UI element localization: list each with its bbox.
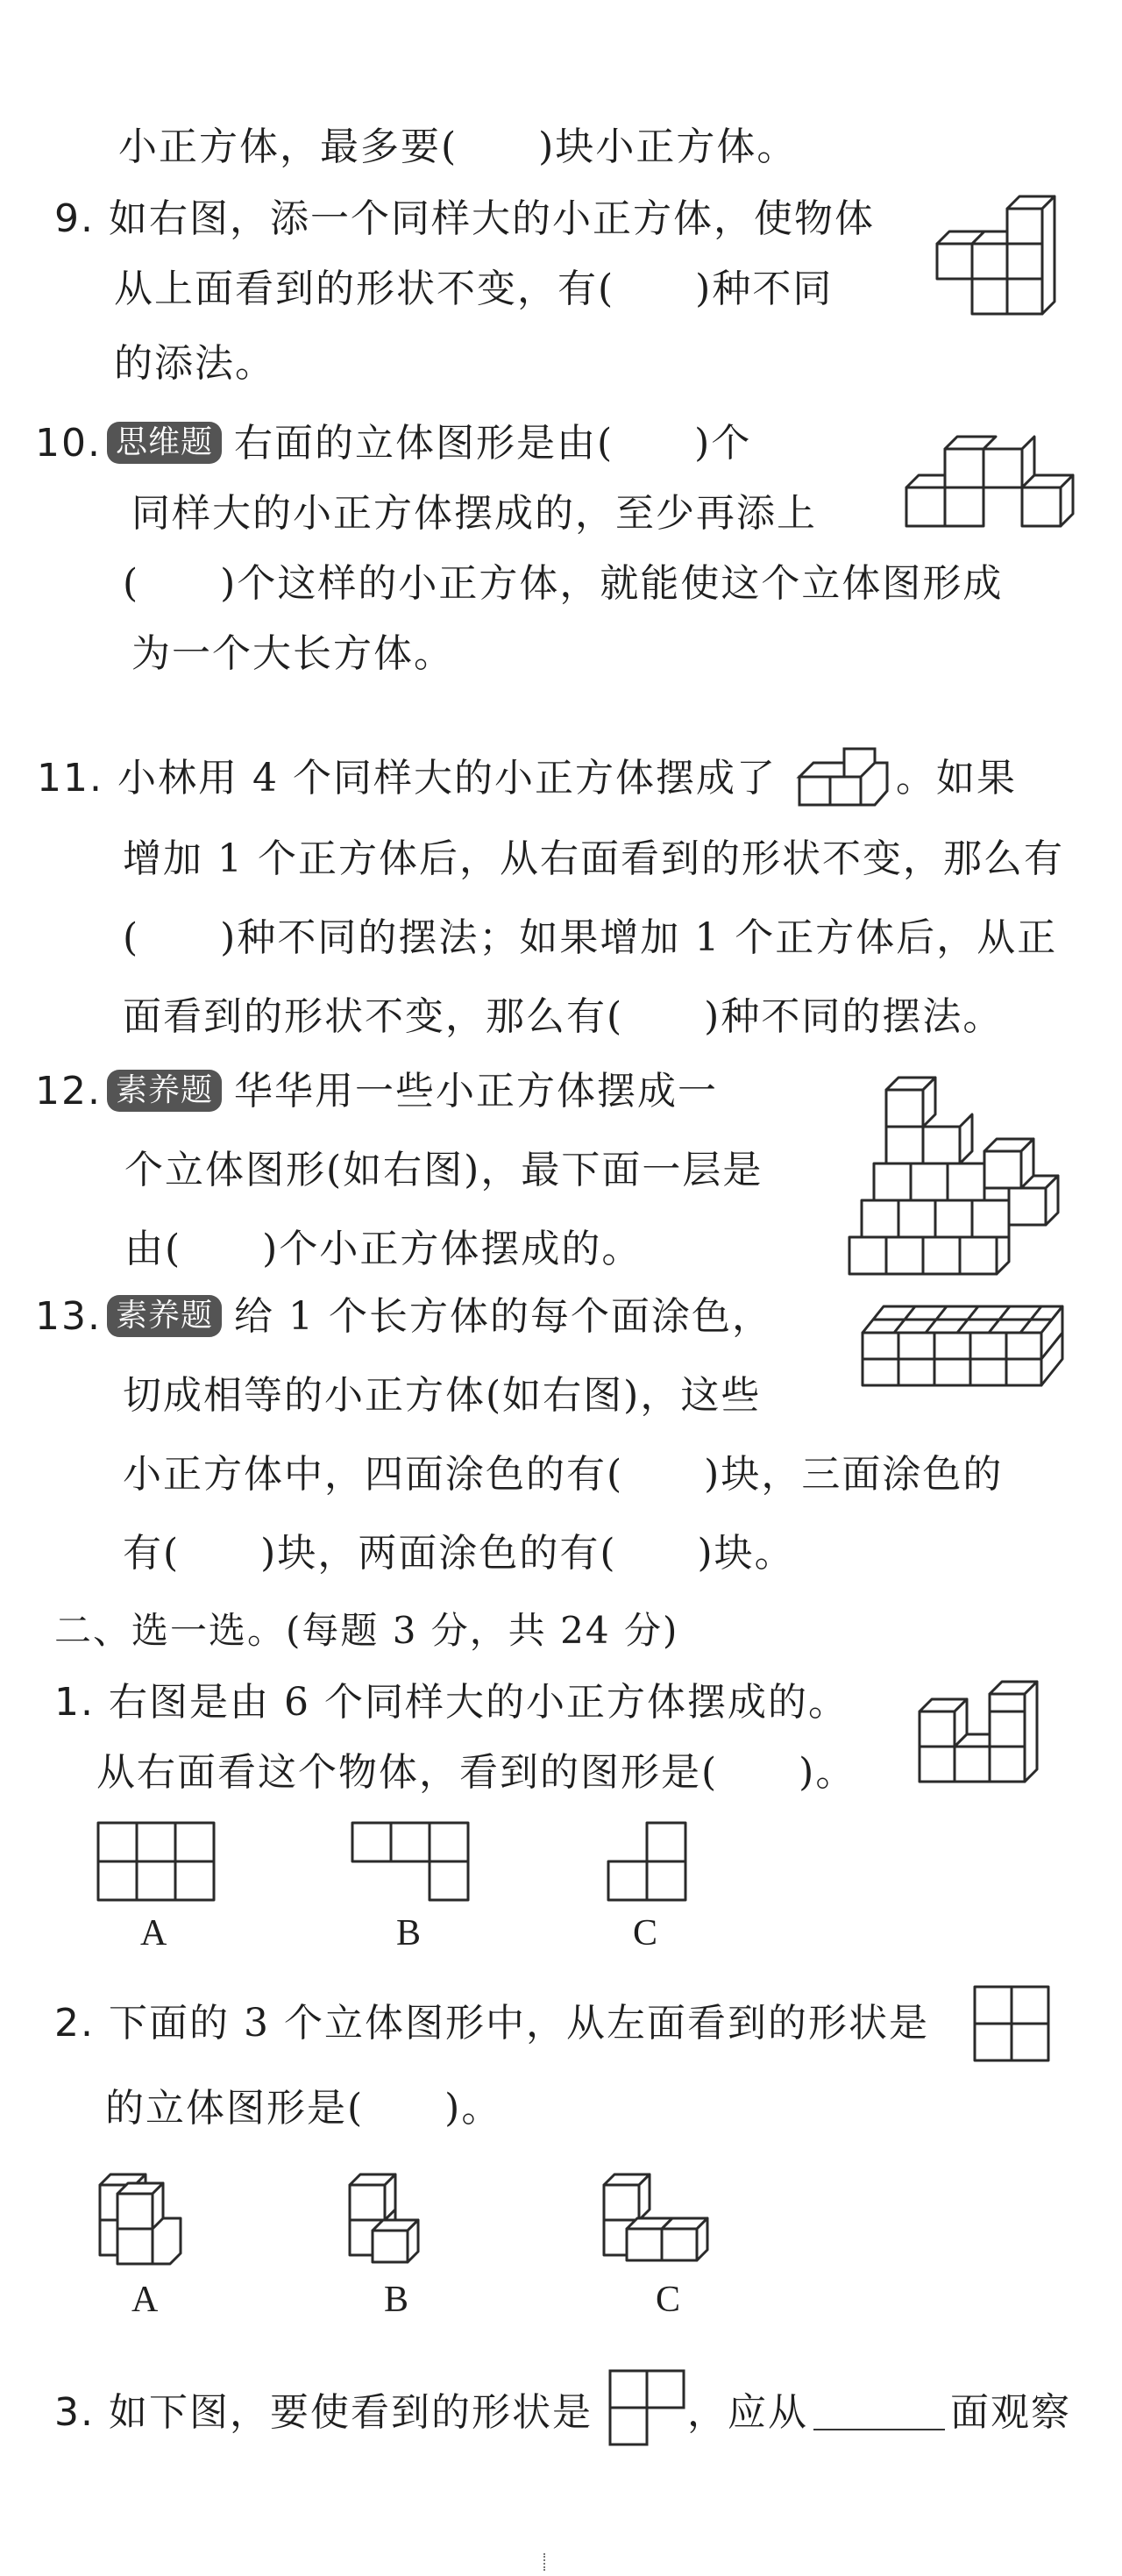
q8-tail: 小正方体，最多要( )块小正方体。	[118, 125, 798, 169]
p2-q2-option-c-label: C	[656, 2280, 681, 2320]
q10-tag-badge: 思维题	[107, 422, 222, 464]
p2-q1-option-c-label: C	[633, 1913, 658, 1953]
q11-text-1b: 。如果	[895, 756, 1017, 801]
p2-q1-option-b-label: B	[396, 1913, 422, 1953]
q10-line3: ( )个这样的小正方体，就能使这个立体图形成	[123, 561, 1004, 606]
p2-q1-line1	[54, 1676, 849, 1729]
p2-q1-cube-figure	[916, 1675, 1065, 1789]
p2-q2-option-b-label: B	[384, 2280, 409, 2320]
p2-q3-number: 3.	[54, 2390, 95, 2435]
q13-line3: 小正方体中，四面涂色的有( )块，三面涂色的	[123, 1452, 1004, 1497]
p2-q2-text-1: 下面的 3 个立体图形中，从左面看到的形状是	[108, 2001, 929, 2046]
q9-line1	[54, 193, 875, 246]
q13-text-1: 给 1 个长方体的每个面涂色，	[234, 1294, 772, 1339]
p2-q2-line1	[54, 1997, 929, 2050]
q12-tag-badge: 素养题	[107, 1070, 222, 1112]
q13-line4: 有( )块，两面涂色的有( )块。	[123, 1531, 795, 1576]
p2-q3-text-1a: 如下图，要使看到的形状是	[108, 2390, 593, 2435]
p2-q3-shape-icon	[607, 2367, 687, 2446]
q13-number: 13.	[35, 1294, 102, 1339]
q12-text-1: 华华用一些小正方体摆成一	[234, 1069, 718, 1114]
q12-line3: 由( )个小正方体摆成的。	[124, 1227, 643, 1271]
q11-line1	[37, 745, 1017, 807]
q10-cube-figure	[903, 423, 1078, 537]
p2-q2-option-a-figure	[96, 2159, 202, 2273]
q9-line2: 从上面看到的形状不变，有( )种不同	[114, 267, 834, 311]
p2-q1-option-c-figure	[605, 1819, 692, 1907]
q12-line1	[35, 1065, 718, 1118]
q10-line2: 同样大的小正方体摆成的，至少再添上	[131, 491, 817, 536]
p2-q3-text-1b: ，应从	[686, 2390, 808, 2435]
p2-q1-option-a-label: A	[140, 1913, 167, 1953]
q13-line2: 切成相等的小正方体(如右图)，这些	[123, 1373, 762, 1418]
page-center-mark	[543, 2553, 547, 2571]
p2-q2-number: 2.	[54, 2001, 95, 2046]
p2-q3-answer-blank[interactable]	[813, 2390, 945, 2430]
q10-line1	[35, 417, 751, 470]
q9-number: 9.	[54, 196, 95, 241]
q12-number: 12.	[35, 1069, 102, 1114]
q11-line4: 面看到的形状不变，那么有( )种不同的摆法。	[123, 994, 1004, 1039]
q11-text-1a: 小林用 4 个同样大的小正方体摆成了	[117, 756, 777, 801]
q11-inline-cube-icon	[791, 745, 896, 807]
q9-text-1: 如右图，添一个同样大的小正方体，使物体	[108, 196, 875, 241]
q9-line3: 的添法。	[114, 341, 275, 386]
p2-q1-number: 1.	[54, 1680, 95, 1725]
p2-q2-square-icon	[971, 1983, 1052, 2064]
q9-cube-figure	[934, 195, 1074, 317]
q11-number: 11.	[37, 756, 103, 801]
q12-line2: 个立体图形(如右图)，最下面一层是	[124, 1148, 763, 1192]
p2-q1-text-1: 右图是由 6 个同样大的小正方体摆成的。	[108, 1680, 849, 1725]
part2-heading: 二、选一选。(每题 3 分，共 24 分)	[54, 1609, 679, 1652]
q11-line2: 增加 1 个正方体后，从右面看到的形状不变，那么有	[123, 836, 1064, 881]
q13-line1	[35, 1291, 772, 1343]
q12-pyramid-figure	[846, 1065, 1065, 1284]
p2-q2-option-c-figure	[600, 2159, 749, 2273]
p2-q2-option-b-figure	[346, 2159, 460, 2273]
p2-q3-line1	[54, 2367, 1071, 2446]
q13-cuboid-figure	[859, 1298, 1069, 1394]
q10-line4: 为一个大长方体。	[131, 631, 454, 676]
q10-text-1: 右面的立体图形是由( )个	[234, 421, 752, 466]
p2-q1-option-b-figure	[349, 1819, 472, 1907]
p2-q3-text-1c: 面观察	[949, 2390, 1071, 2435]
p2-q2-line2: 的立体图形是( )。	[105, 2086, 502, 2131]
p2-q2-option-a-label: A	[131, 2280, 159, 2320]
p2-q1-line2: 从右面看这个物体，看到的图形是( )。	[96, 1750, 856, 1795]
p2-q1-option-a-figure	[95, 1819, 217, 1907]
q13-tag-badge: 素养题	[107, 1295, 222, 1337]
q10-number: 10.	[35, 421, 102, 466]
q11-line3: ( )种不同的摆法；如果增加 1 个正方体后，从正	[123, 915, 1058, 960]
